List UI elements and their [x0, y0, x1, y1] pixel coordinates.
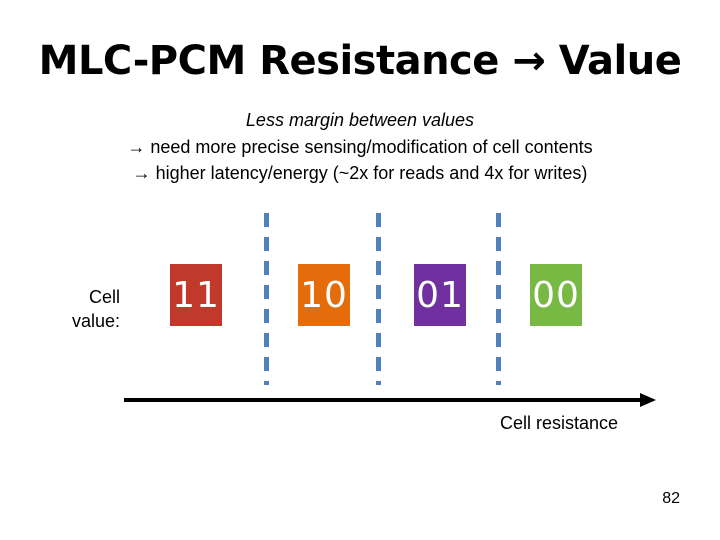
- axis-label: Cell resistance: [500, 413, 619, 433]
- cell-value-label: Cell value:: [71, 287, 120, 331]
- axis-arrowhead: [640, 393, 656, 407]
- page-number: 82: [662, 490, 680, 507]
- subtitle-line-2: → need more precise sensing/modification of cell contents: [127, 137, 593, 157]
- cell-box-01: 01: [414, 264, 466, 326]
- slide-title: MLC-PCM Resistance → Value: [38, 38, 682, 84]
- subtitle-line-1: Less margin between values: [245, 110, 475, 130]
- cell-box-00: 00: [530, 264, 582, 326]
- subtitle-line-3: → higher latency/energy (~2x for reads and 4x for writes): [132, 163, 588, 183]
- cell-box-11: 11: [170, 264, 222, 326]
- cell-box-10: 10: [298, 264, 350, 326]
